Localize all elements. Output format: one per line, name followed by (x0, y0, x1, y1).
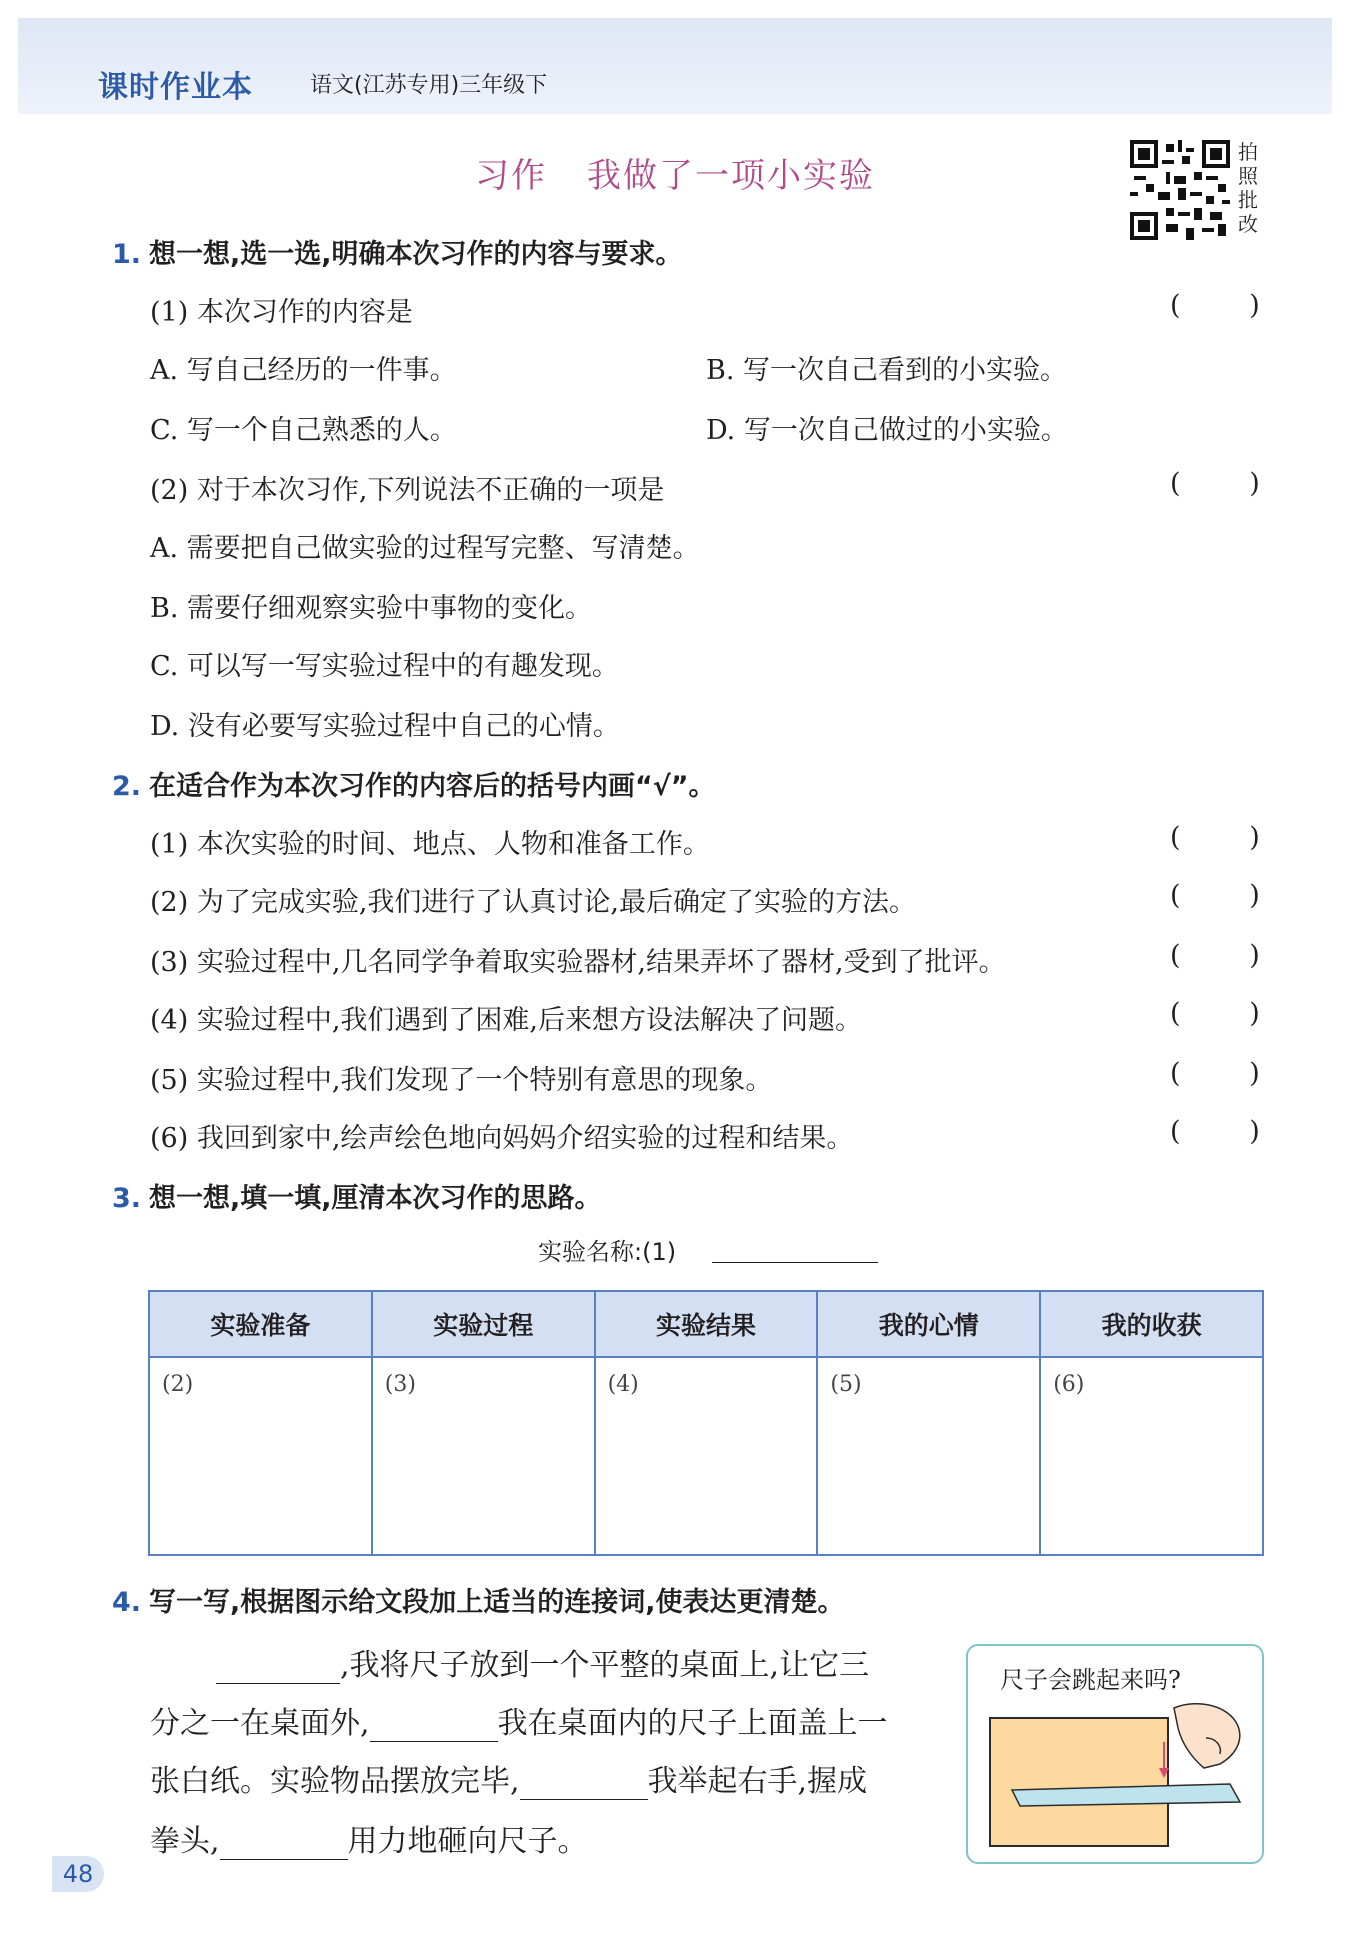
question-3: 3. 想一想,填一填,厘清本次习作的思路。 (112, 1183, 602, 1214)
figure-caption: 尺子会跳起来吗? (1000, 1666, 1181, 1694)
question-2: 2. 在适合作为本次习作的内容后的括号内画“√”。 (112, 771, 716, 802)
q4-line-1: ,我将尺子放到一个平整的桌面上,让它三 (216, 1640, 869, 1684)
table-cell[interactable]: (6) (1040, 1357, 1263, 1555)
table-cell[interactable]: (3) (372, 1357, 595, 1555)
question-4: 4. 写一写,根据图示给文段加上适当的连接词,使表达更清楚。 (112, 1587, 845, 1618)
q4-line-4: 拳头, 用力地砸向尺子。 (150, 1824, 588, 1859)
q4-line-2: 分之一在桌面外, 我在桌面内的尺子上面盖上一 (150, 1706, 888, 1741)
page-number: 48 (52, 1856, 104, 1892)
q2-item: (6) 我回到家中,绘声绘色地向妈妈介绍实验的过程和结果。 (150, 1123, 854, 1154)
qr-label: 拍 照 批 改 (1238, 140, 1258, 236)
table-cell[interactable]: (4) (595, 1357, 818, 1555)
q2-item: (4) 实验过程中,我们遇到了困难,后来想方设法解决了问题。 (150, 1005, 862, 1036)
ruler-table-illustration (968, 1698, 1262, 1858)
answer-paren[interactable]: ( ) (1170, 1058, 1260, 1089)
connective-blank[interactable] (216, 1654, 340, 1684)
subject-label: 语文(江苏专用)三年级下 (310, 73, 548, 98)
q2-item: (3) 实验过程中,几名同学争着取实验器材,结果弄坏了器材,受到了批评。 (150, 947, 1006, 978)
title-part1: 习作 (475, 156, 547, 196)
answer-paren[interactable]: ( ) (1170, 468, 1260, 499)
q1-option-b: B. 写一次自己看到的小实验。 (706, 355, 1068, 386)
q4-line-3: 张白纸。实验物品摆放完毕, 我举起右手,握成 (150, 1764, 868, 1799)
table-header: 实验结果 (595, 1291, 818, 1357)
table-header: 我的收获 (1040, 1291, 1263, 1357)
series-title: 课时作业本 (98, 70, 253, 105)
q1-sub2-option-c: C. 可以写一写实验过程中的有趣发现。 (150, 651, 619, 682)
answer-paren[interactable]: ( ) (1170, 880, 1260, 911)
answer-paren[interactable]: ( ) (1170, 822, 1260, 853)
q1-sub2: (2) 对于本次习作,下列说法不正确的一项是 (150, 475, 665, 506)
title-part2: 我做了一项小实验 (587, 156, 875, 196)
question-1: 1. 想一想,选一选,明确本次习作的内容与要求。 (112, 239, 683, 270)
table-header: 实验准备 (149, 1291, 372, 1357)
q1-option-c: C. 写一个自己熟悉的人。 (150, 415, 457, 446)
connective-blank[interactable] (220, 1830, 348, 1860)
answer-paren[interactable]: ( ) (1170, 1116, 1260, 1147)
q2-item: (5) 实验过程中,我们发现了一个特别有意思的现象。 (150, 1065, 773, 1096)
plan-table (148, 1290, 1264, 1556)
q1-option-d: D. 写一次自己做过的小实验。 (706, 415, 1068, 446)
q1-sub1: (1) 本次习作的内容是 (150, 297, 413, 328)
table-header: 我的心情 (817, 1291, 1040, 1357)
q1-sub2-option-d: D. 没有必要写实验过程中自己的心情。 (150, 711, 620, 742)
q1-sub2-option-a: A. 需要把自己做实验的过程写完整、写清楚。 (150, 533, 700, 564)
q2-item: (2) 为了完成实验,我们进行了认真讨论,最后确定了实验的方法。 (150, 887, 916, 918)
connective-blank[interactable] (370, 1712, 498, 1742)
experiment-illustration (966, 1644, 1264, 1864)
experiment-name-label: 实验名称:(1) (538, 1238, 677, 1266)
q1-option-a: A. 写自己经历的一件事。 (150, 355, 457, 386)
table-cell[interactable]: (2) (149, 1357, 372, 1555)
q2-item: (1) 本次实验的时间、地点、人物和准备工作。 (150, 829, 710, 860)
q1-sub2-option-b: B. 需要仔细观察实验中事物的变化。 (150, 593, 593, 624)
experiment-name-blank[interactable] (712, 1262, 878, 1263)
answer-paren[interactable]: ( ) (1170, 940, 1260, 971)
answer-paren[interactable]: ( ) (1170, 290, 1260, 321)
table-header: 实验过程 (372, 1291, 595, 1357)
qr-code-icon[interactable] (1130, 140, 1230, 240)
answer-paren[interactable]: ( ) (1170, 998, 1260, 1029)
connective-blank[interactable] (520, 1770, 648, 1800)
table-cell[interactable]: (5) (817, 1357, 1040, 1555)
